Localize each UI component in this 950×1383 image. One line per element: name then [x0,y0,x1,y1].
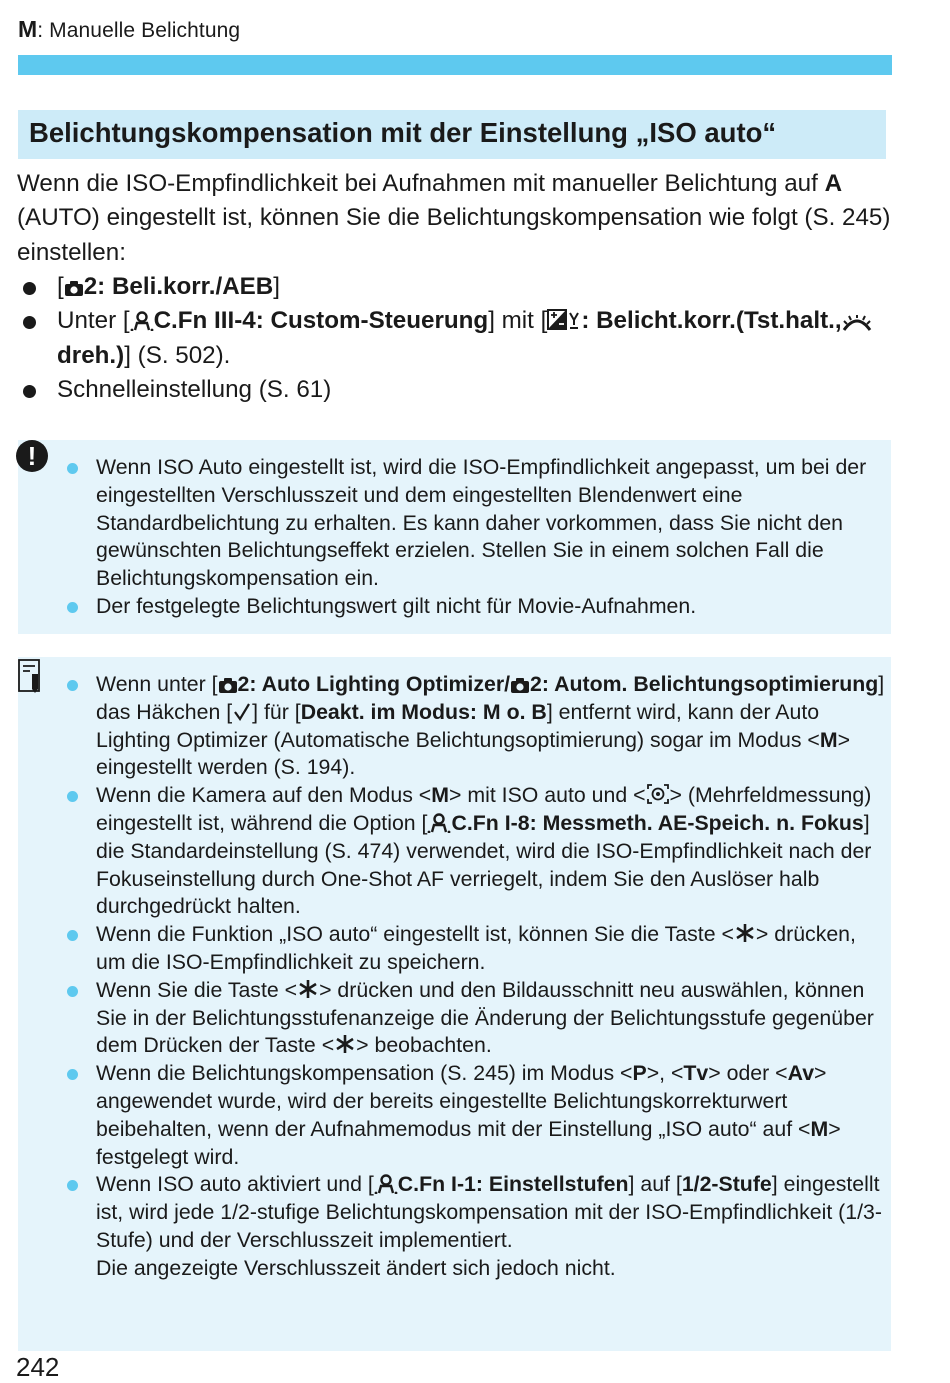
bullet-icon [67,680,78,691]
bullet-icon [23,282,36,295]
camera-icon [510,677,530,694]
mode-m-label: M [819,727,838,752]
bullet-icon [67,602,78,613]
intro-paragraph [17,167,917,270]
list-text: Unter [ [57,307,130,335]
bullet-icon [67,1180,78,1191]
memo-text: Wenn die Funktion „ISO auto“ eingestellt ist, können Sie die Taste < [96,922,734,947]
memo-text: > oder < [708,1061,788,1086]
bullet-icon [67,463,78,474]
evaluative-metering-icon [646,783,670,805]
intro-text: (AUTO) eingestellt ist, können Sie die Belichtungskompensation wie folgt (S. 245) einstellen: [17,204,891,266]
menu-path-label: C.Fn I-8: Messmeth. AE-Speich. n. Fokus [451,810,864,835]
mode-tv-label: Tv [683,1061,709,1086]
menu-path-label: 2: Autom. Belichtungsoptimierung [530,672,879,696]
menu-path-label: Deakt. im Modus: M o. B [300,699,547,724]
methods-list [17,270,917,407]
menu-path-label: C.Fn III-4: Custom-Steuerung [153,307,489,335]
mode-m-label: M [810,1116,829,1141]
list-item [18,921,891,977]
section-heading: Belichtungskompensation mit der Einstellung „ISO auto“ [18,110,886,159]
list-item [18,593,891,621]
list-item [18,1171,891,1282]
menu-path-label: 2: Beli.korr./AEB [83,273,274,300]
memo-box [18,657,891,1351]
memo-text: ] auf [ [628,1172,682,1197]
memo-text: Wenn unter [ [96,672,218,696]
bullet-icon [67,791,78,802]
mode-av-label: Av [787,1061,815,1086]
main-dial-icon [842,315,872,331]
caution-text: Wenn ISO Auto eingestellt ist, wird die ISO-Empfindlichkeit angepasst, um bei der eingestellten Verschlusszeit und dem eingestellten Blendenwert eine Standardbelichtung zu erhalten. Es kann daher vorkommen, dass Sie nicht den gewünschten Belichtungseffekt erzielen. Stellen Sie in einem solchen Fall die Belichtungskompensation ein. [96,455,867,591]
ae-lock-star-icon [334,1033,356,1055]
camera-icon [64,280,84,297]
memo-text: Wenn ISO auto aktiviert und [ [96,1172,374,1197]
memo-text: ] für [ [252,699,301,724]
caution-icon: ! [16,440,48,472]
auto-a-label: A [824,170,843,197]
memo-text: > (Mehrfeldmessung) eingestellt ist, während die Option [ [96,783,872,835]
running-header [18,16,240,43]
bullet-icon [23,385,36,398]
custom-function-icon [427,813,451,833]
custom-function-icon [130,311,154,331]
exposure-compensation-icon [547,309,581,331]
list-item [17,373,917,407]
bracket: [ [57,273,64,300]
menu-path-label: C.Fn I-1: Einstellstufen [397,1172,629,1197]
list-text: ] (S. 502). [124,341,231,369]
caution-box [18,440,891,634]
mode-m-label: M [18,16,38,42]
menu-path-label: 2: Auto Lighting Optimizer/ [237,672,511,696]
memo-text: Wenn die Kamera auf den Modus < [96,783,432,808]
mode-p-label: P [632,1061,647,1086]
list-item [18,977,891,1060]
header-accent-bar [18,55,892,75]
memo-text: > mit ISO auto und < [449,783,646,808]
list-item [17,304,917,373]
list-item [18,671,891,782]
memo-text: > festgelegt wird. [96,1116,841,1169]
bracket: ] [273,273,280,300]
setting-value-label: 1/2-Stufe [681,1172,772,1197]
list-item [18,454,891,593]
memo-text: > drücken, um die ISO-Empfindlichkeit zu speichern. [96,922,856,974]
menu-path-label: dreh.) [57,341,125,369]
caution-text: Der festgelegte Belichtungswert gilt nicht für Movie-Aufnahmen. [96,593,697,618]
checkmark-icon [232,702,252,722]
memo-text: ] das Häkchen [ [96,672,885,724]
memo-text: Wenn die Belichtungskompensation (S. 245) im Modus < [96,1061,633,1086]
memo-text: > eingestellt werden (S. 194). [96,727,851,780]
camera-icon [218,677,238,694]
memo-text: > drücken und den Bildausschnitt neu auswählen, können Sie in der Belichtungsstufenanzeige die Änderung der Belichtungsstufe gegenüber dem Drücken der Taste < [96,977,874,1058]
running-header-title: : Manuelle Belichtung [37,19,241,42]
list-text: ] mit [ [488,307,548,335]
list-item [18,1060,891,1171]
ae-lock-star-icon [297,978,319,1000]
memo-text: ] entfernt wird, kann der Auto Lighting Optimizer (Automatische Belichtungsoptimierung) sogar im Modus < [96,699,820,752]
memo-text: > angewendet wurde, wird der bereits eingestellte Belichtungskorrekturwert beibehalten, wenn der Aufnahmemodus mit der Einstellung „ISO auto“ auf < [96,1061,827,1141]
list-text: Schnelleinstellung (S. 61) [57,375,332,403]
mode-m-label: M [431,783,449,808]
memo-text: Wenn Sie die Taste < [96,977,298,1002]
list-item [17,270,917,304]
memo-text: > beobachten. [356,1033,492,1058]
bullet-icon [67,986,78,997]
memo-text: ] eingestellt ist, wird jede 1/2-stufige Belichtungskompensation mit der ISO-Empfindlichkeit (1/3-Stufe) und der Verschlusszeit implementiert. [96,1172,882,1252]
list-item [18,782,891,921]
menu-path-label: : Belicht.korr.(Tst.halt., [581,307,842,335]
intro-text: Wenn die ISO-Empfindlichkeit bei Aufnahmen mit manueller Belichtung auf [17,170,825,197]
memo-text: ] die Standardeinstellung (S. 474) verwendet, wird die ISO-Empfindlichkeit nach der Fokuseinstellung durch One-Shot AF verriegelt, indem Sie den Auslöser halb durchgedrückt halten. [96,810,872,919]
memo-text: >, < [646,1061,684,1086]
bullet-icon [23,316,36,329]
memo-text: Die angezeigte Verschlusszeit ändert sich jedoch nicht. [96,1255,616,1280]
custom-function-icon [374,1174,398,1194]
ae-lock-star-icon [734,922,756,944]
bullet-icon [67,930,78,941]
page-number: 242 [16,1352,60,1382]
bullet-icon [67,1069,78,1080]
